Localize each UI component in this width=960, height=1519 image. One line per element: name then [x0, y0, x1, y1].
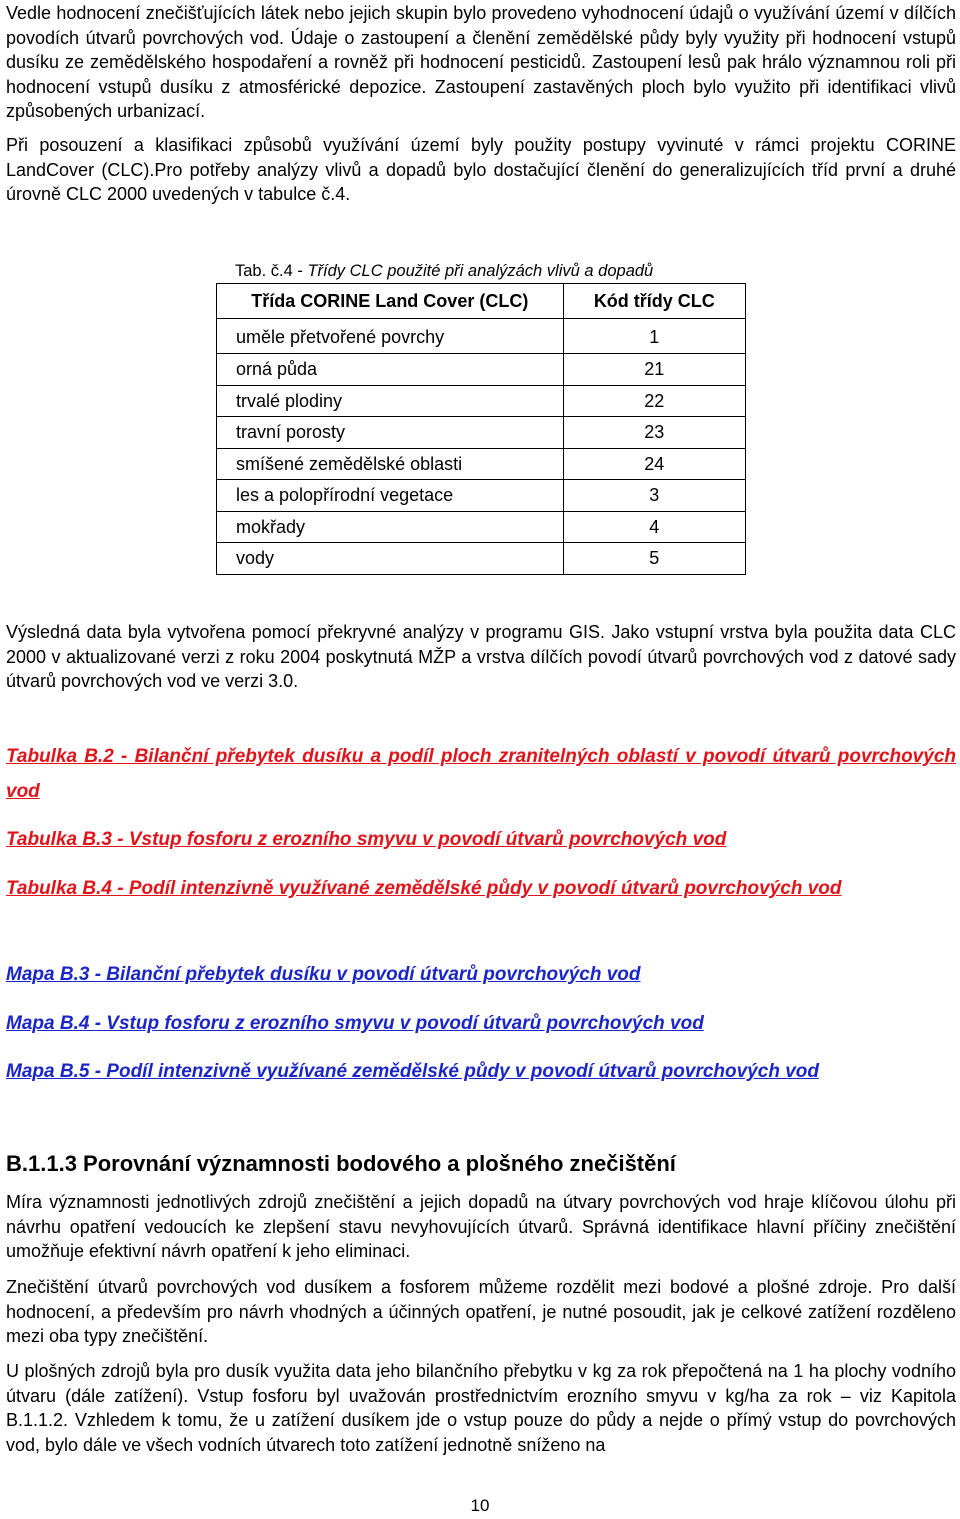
cell-class: vody — [217, 543, 564, 575]
cell-class: les a polopřírodní vegetace — [217, 480, 564, 512]
link-table-b4[interactable]: Tabulka B.4 - Podíl intenzivně využívané zemědělské půdy v povodí útvarů povrchových vod — [6, 878, 842, 899]
cell-code: 22 — [563, 385, 745, 417]
header-code: Kód třídy CLC — [563, 284, 745, 319]
cell-class: smíšené zemědělské oblasti — [217, 448, 564, 480]
table-row — [217, 448, 746, 480]
table-row — [217, 319, 746, 354]
link-map-b5[interactable]: Mapa B.5 - Podíl intenzivně využívané zemědělské půdy v povodí útvarů povrchových vod — [6, 1061, 819, 1082]
header-class: Třída CORINE Land Cover (CLC) — [217, 284, 564, 319]
table-caption — [235, 259, 755, 284]
page-number: 10 — [470, 1496, 490, 1515]
link-table-b3[interactable]: Tabulka B.3 - Vstup fosforu z erozního smyvu v povodí útvarů povrchových vod — [6, 829, 727, 850]
clc-classes-table — [216, 283, 746, 575]
cell-class: travní porosty — [217, 417, 564, 449]
cell-code: 1 — [563, 319, 745, 354]
paragraph-diffuse-sources: U plošných zdrojů byla pro dusík využita data jeho bilančního přebytku v kg za rok přepočtená na 1 ha plochy vodního útvaru (dále zatížení). Vstup fosforu byl uvažován prostřednictvím erozního smyvu v kg/ha za rok – viz Kapitola B.1.1.2. Vzhledem k tomu, že u zatížení dusíkem jde o vstup pouze do půdy a nejde o přímý vstup do povrchových vod, bylo dále ve všech vodních útvarech toto zatížení jednotně sníženo na — [6, 1361, 956, 1455]
table-caption-text: Třídy CLC použité při analýzách vlivů a dopadů — [307, 262, 654, 280]
cell-code: 4 — [563, 511, 745, 543]
cell-code: 21 — [563, 354, 745, 386]
cell-class: orná půda — [217, 354, 564, 386]
cell-code: 24 — [563, 448, 745, 480]
link-map-b4[interactable]: Mapa B.4 - Vstup fosforu z erozního smyvu v povodí útvarů povrchových vod — [6, 1013, 704, 1034]
cell-class: trvalé plodiny — [217, 385, 564, 417]
table-row — [217, 417, 746, 449]
cell-class: uměle přetvořené povrchy — [217, 319, 564, 354]
table-caption-prefix: Tab. č.4 - — [235, 262, 308, 280]
cell-code: 5 — [563, 543, 745, 575]
link-map-b3[interactable]: Mapa B.3 - Bilanční přebytek dusíku v povodí útvarů povrchových vod — [6, 964, 641, 985]
table-header-row — [217, 284, 746, 319]
table-row — [217, 511, 746, 543]
table-row — [217, 354, 746, 386]
section-heading: B.1.1.3 Porovnání významnosti bodového a plošného znečištění — [6, 1151, 676, 1176]
cell-class: mokřady — [217, 511, 564, 543]
link-table-b2[interactable]: Tabulka B.2 - Bilanční přebytek dusíku a podíl ploch zranitelných oblastí v povodí útvarů povrchových vod — [6, 746, 956, 802]
paragraph-point-diffuse: Znečištění útvarů povrchových vod dusíkem a fosforem můžeme rozdělit mezi bodové a plošné zdroje. Pro další hodnocení, a především pro návrh vhodných a účinných opatření, je nutné posoudit, jak je celkové zatížení rozděleno mezi oba typy znečištění. — [6, 1277, 956, 1346]
cell-code: 3 — [563, 480, 745, 512]
paragraph-significance: Míra významnosti jednotlivých zdrojů znečištění a jejich dopadů na útvary povrchových vod hraje klíčovou úlohu při návrhu opatření vedoucích ke zlepšení stavu nevyhovujících útvarů. Správná identifikace hlavní příčiny znečištění umožňuje efektivní návrh opatření k jeho eliminaci. — [6, 1192, 956, 1261]
paragraph-land-use: Vedle hodnocení znečišťujících látek nebo jejich skupin bylo provedeno vyhodnocení údajů o využívání území v dílčích povodích útvarů povrchových vod. Údaje o zastoupení a členění zemědělské půdy byly využity při hodnocení vstupů dusíku ze zemědělského hospodaření a rovněž při hodnocení pesticidů. Zastoupení lesů pak hrálo významnou roli při hodnocení vstupů dusíku z atmosférické depozice. Zastoupení zastavěných ploch bylo využito při identifikaci vlivů způsobených urbanizací. — [6, 3, 956, 121]
cell-code: 23 — [563, 417, 745, 449]
paragraph-gis: Výsledná data byla vytvořena pomocí překryvné analýzy v programu GIS. Jako vstupní vrstva byla použita data CLC 2000 v aktualizované verzi z roku 2004 poskytnutá MŽP a vrstva dílčích povodí útvarů povrchových vod z datové sady útvarů povrchových vod ve verzi 3.0. — [6, 622, 956, 691]
table-row — [217, 543, 746, 575]
table-row — [217, 480, 746, 512]
table-row — [217, 385, 746, 417]
paragraph-corine: Při posouzení a klasifikaci způsobů využívání území byly použity postupy vyvinuté v rámci projektu CORINE LandCover (CLC).Pro potřeby analýzy vlivů a dopadů bylo dostačující členění do generalizujících tříd první a druhé úrovně CLC 2000 uvedených v tabulce č.4. — [6, 135, 956, 204]
